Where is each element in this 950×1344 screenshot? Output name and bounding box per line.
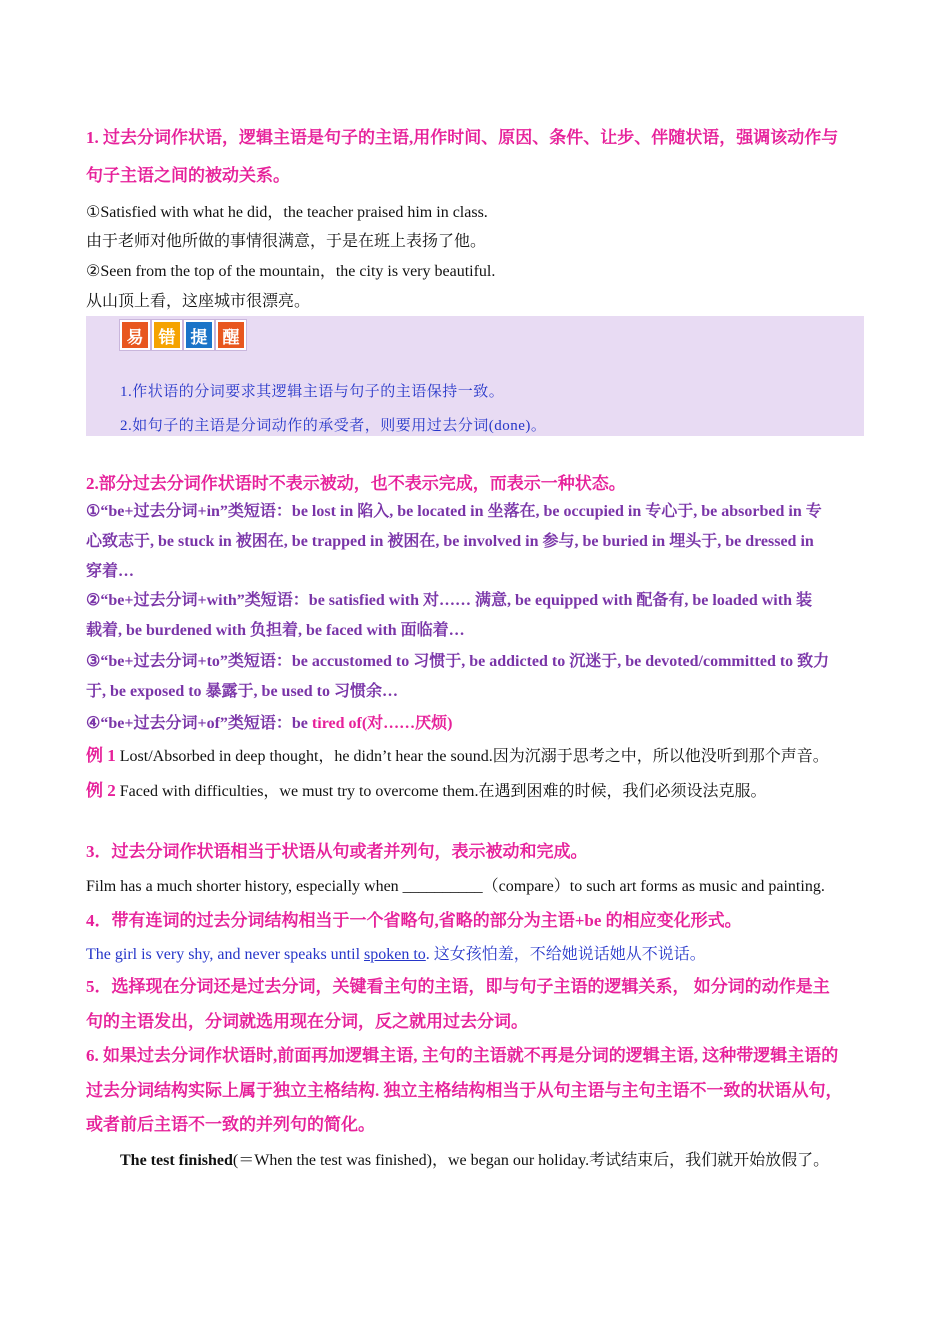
section-2-example-1 (86, 746, 829, 767)
section-1-example-1-english: ①Satisfied with what he did，the teacher praised him in class. (86, 204, 488, 221)
section-6-example-rest: (＝When the test was finished)，we began our holiday.考试结束后，我们就开始放假了。 (232, 1152, 830, 1169)
reminder-note-2: 2.如句子的主语是分词动作的承受者，则要用过去分词(done)。 (120, 418, 547, 434)
section-4-example-underlined: spoken to (364, 946, 426, 963)
example-2-text: Faced with difficulties，we must try to overcome them.在遇到困难的时候，我们必须设法克服。 (115, 783, 767, 800)
section-4-example (86, 945, 706, 965)
section-6-example (120, 1151, 829, 1171)
of-phrases-highlight: tired of(对……厌烦) (311, 715, 453, 732)
section-2-with-phrases-line-1: ②“be+过去分词+with”类短语：be satisfied with 对…… 满意, be equipped with 配备有, be loaded with 装 (86, 592, 812, 609)
section-1-example-1-chinese: 由于老师对他所做的事情很满意，于是在班上表扬了他。 (86, 233, 487, 250)
section-2-to-phrases-line-2: 于, be exposed to 暴露于, be used to 习惯余… (86, 683, 399, 700)
badge-char-1: 易 (120, 320, 150, 350)
section-6-heading-line-1: 6. 如果过去分词作状语时,前面再加逻辑主语, 主句的主语就不再是分词的逻辑主语, 这种带逻辑主语的 (86, 1046, 839, 1065)
section-2-with-phrases-line-2: 载着, be burdened with 负担着, be faced with 面临着… (86, 622, 465, 639)
section-2-heading: 2.部分过去分词作状语时不表示被动，也不表示完成，而表示一种状态。 (86, 474, 626, 493)
section-2-in-phrases-line-1: ①“be+过去分词+in”类短语：be lost in 陷入, be located in 坐落在, be occupied in 专心于, be absorbed in 专 (86, 503, 822, 520)
error-reminder-badge (120, 320, 246, 350)
section-6-heading-line-3: 或者前后主语不一致的并列句的简化。 (86, 1115, 375, 1134)
section-2-to-phrases-line-1: ③“be+过去分词+to”类短语：be accustomed to 习惯于, be addicted to 沉迷于, be devoted/committed to 致力 (86, 653, 830, 670)
section-2-in-phrases-line-3: 穿着… (86, 563, 135, 580)
section-1-heading-line-1: 1. 过去分词作状语，逻辑主语是句子的主语,用作时间、原因、条件、让步、伴随状语，强调该动作与 (86, 128, 839, 147)
reminder-note-1: 1.作状语的分词要求其逻辑主语与句子的主语保持一致。 (120, 384, 505, 400)
section-2-in-phrases-line-2: 心致志于, be stuck in 被困在, be trapped in 被困在, be involved in 参与, be buried in 埋头于, be dressed in (86, 533, 814, 550)
section-3-exercise-sentence: Film has a much shorter history, especially when __________（compare）to such art forms as music and painting. (86, 878, 825, 895)
section-2-of-phrases (86, 714, 453, 734)
section-4-example-part-2: . 这女孩怕羞，不给她说话她从不说话。 (425, 946, 706, 963)
section-1-heading-line-2: 句子主语之间的被动关系。 (86, 166, 290, 185)
section-2-example-2 (86, 781, 767, 802)
of-phrases-prefix: ④“be+过去分词+of”类短语：be (86, 715, 312, 732)
section-3-heading: 3．过去分词作状语相当于状语从句或者并列句，表示被动和完成。 (86, 842, 588, 861)
example-2-label: 例 2 (86, 781, 116, 800)
badge-char-4: 醒 (216, 320, 246, 350)
badge-char-2: 错 (152, 320, 182, 350)
section-4-example-part-1: The girl is very shy, and never speaks until (86, 946, 365, 963)
error-reminder-box (86, 316, 864, 436)
section-4-heading: 4．带有连词的过去分词结构相当于一个省略句,省略的部分为主语+be 的相应变化形式。 (86, 911, 742, 930)
example-1-label: 例 1 (86, 746, 116, 765)
section-6-heading-line-2: 过去分词结构实际上属于独立主格结构. 独立主格结构相当于从句主语与主句主语不一致的状语从句， (86, 1081, 843, 1100)
section-1-example-2-chinese: 从山顶上看，这座城市很漂亮。 (86, 293, 311, 310)
section-1-example-2-english: ②Seen from the top of the mountain，the city is very beautiful. (86, 263, 496, 280)
section-5-heading-line-2: 句的主语发出，分词就选用现在分词，反之就用过去分词。 (86, 1012, 528, 1031)
section-5-heading-line-1: 5．选择现在分词还是过去分词，关键看主句的主语，即与句子主语的逻辑关系， 如分词的动作是主 (86, 977, 830, 996)
badge-char-3: 提 (184, 320, 214, 350)
section-6-example-bold: The test finished (120, 1152, 233, 1169)
example-1-text: Lost/Absorbed in deep thought，he didn’t hear the sound.因为沉溺于思考之中，所以他没听到那个声音。 (115, 748, 829, 765)
